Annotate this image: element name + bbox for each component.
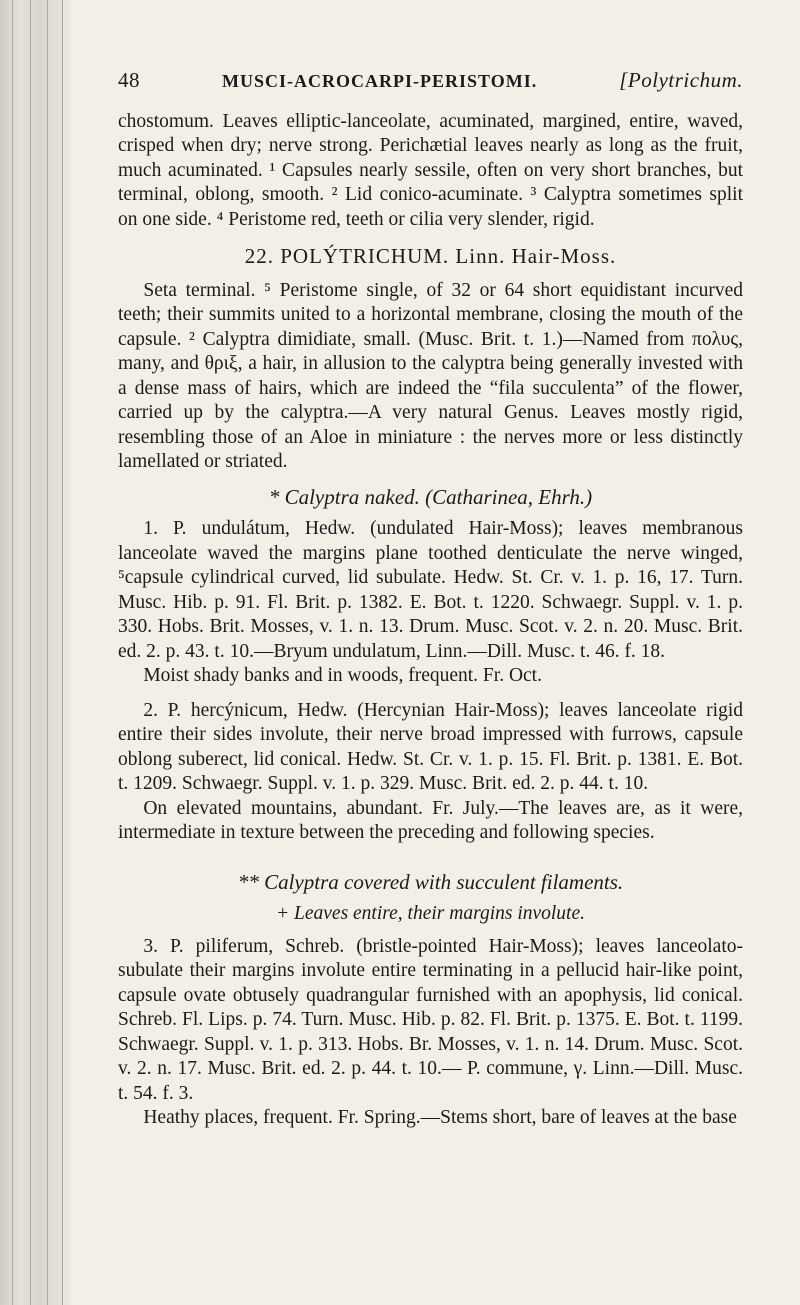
species-2: 2. P. hercýnicum, Hedw. (Hercynian Hair-Moss); leaves lanceolate rigid entire their sides involute, their nerve broad impressed with furrows, capsule oblong suberect, lid conical. Hedw. St. Cr. v. 1. p. 15. Fl. Brit. p. 1381. E. Bot. t. 1209. Schwaegr. Suppl. v. 1. p. 329. Musc. Brit. ed. 2. p. 44. t. 10. <box>118 699 743 794</box>
species-3-habitat: Heathy places, frequent. Fr. Spring.—Stems short, bare of leaves at the base <box>143 1107 737 1128</box>
section-heading-2: ** Calyptra covered with succulent filaments. <box>237 869 624 894</box>
running-title: MUSCI-ACROCARPI-PERISTOMI. <box>222 71 538 91</box>
species-1: 1. P. undulátum, Hedw. (undulated Hair-Moss); leaves membranous lanceolate waved the margins plane toothed denticulate the nerve winged, ⁵capsule cylindrical curved, lid subulate. Hedw. St. Cr. v. 1. p. 16, 17. Turn. Musc. Hib. p. 91. Fl. Brit. p. 1382. E. Bot. t. 1220. Schwaegr. Suppl. v. 1. p. 330. Hobs. Brit. Mosses, v. 1. n. 13. Drum. Musc. Scot. v. 2. n. 20. Musc. Brit. ed. 2. p. 43. t. 10.—Bryum undulatum, Linn.—Dill. Musc. t. 46. f. 18. <box>118 518 743 662</box>
subsection-heading: + Leaves entire, their margins involute. <box>275 903 586 924</box>
genus-heading: 22. POLÝTRICHUM. Linn. Hair-Moss. <box>244 244 617 268</box>
book-page <box>118 68 743 1131</box>
section-heading-1: * Calyptra naked. (Catharinea, Ehrh.) <box>268 484 593 509</box>
species-3: 3. P. piliferum, Schreb. (bristle-pointed Hair-Moss); leaves lanceolato-subulate their margins involute entire terminating in a pellucid hair-like point, capsule ovate obtusely quadrangular furnished with an apophysis, lid conical. Schreb. Fl. Lips. p. 74. Turn. Musc. Hib. p. 82. Fl. Brit. p. 1375. E. Bot. t. 1199. Schwaegr. Suppl. v. 1. p. 313. Hobs. Br. Mosses, v. 1. n. 14. Drum. Musc. Scot. v. 2. n. 17. Musc. Brit. ed. 2. p. 44. t. 10.— P. commune, γ. Linn.—Dill. Musc. t. 54. f. 3. <box>118 935 743 1104</box>
species-1-habitat: Moist shady banks and in woods, frequent. Fr. Oct. <box>143 665 542 686</box>
running-genus: [Polytrichum. <box>619 68 743 92</box>
species-2-habitat: On elevated mountains, abundant. Fr. July.—The leaves are, as it were, intermediate in texture between the preceding and following species. <box>118 797 743 843</box>
book-gutter <box>0 0 70 1305</box>
running-header <box>118 68 743 94</box>
paragraph-chostomum: chostomum. Leaves elliptic-lanceolate, acuminated, margined, entire, waved, crisped when dry; nerve strong. Perichætial leaves nearly as long as the fruit, much acuminated. ¹ Capsules nearly sessile, often on very short branches, but terminal, oblong, smooth. ² Lid conico-acuminate. ³ Calyptra sometimes split on one side. ⁴ Peristome red, teeth or cilia very slender, rigid. <box>118 110 743 230</box>
page-number: 48 <box>118 68 140 92</box>
genus-description: Seta terminal. ⁵ Peristome single, of 32 or 64 short equidistant incurved teeth; their summits united to a horizontal membrane, closing the mouth of the capsule. ² Calyptra dimidiate, small. (Musc. Brit. t. 1.)—Named from πολυς, many, and θριξ, a hair, in allusion to the calyptra being generally invested with a dense mass of hairs, which are indeed the “fila succulenta” of the flower, carried up by the calyptra.—A very natural Genus. Leaves mostly rigid, resembling those of an Aloe in miniature : the nerves more or less distinctly lamellated or striated. <box>118 279 743 472</box>
